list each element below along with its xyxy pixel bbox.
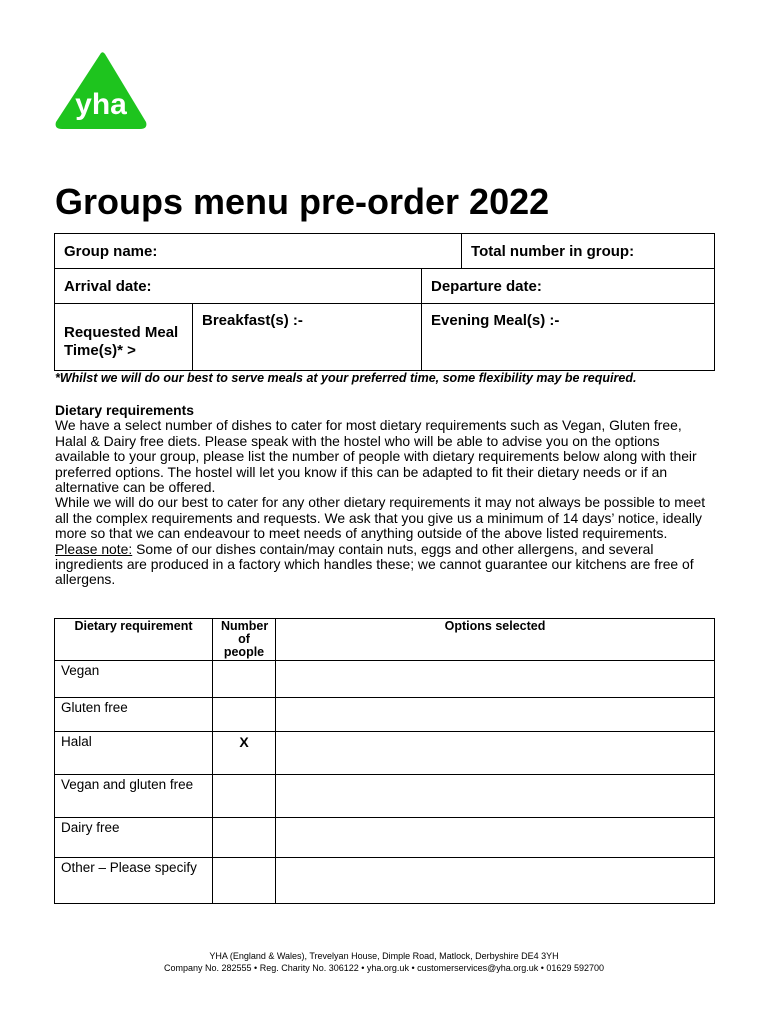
requirement-cell: Vegan and gluten free: [55, 775, 213, 818]
group-name-field[interactable]: Group name:: [55, 234, 462, 269]
dietary-para-1: We have a select number of dishes to cater for most dietary requirements such as Vegan, Gluten free, Halal & Dairy free diets. Please speak with the hostel who will be able to advise you on the options available to your group, please list the number of people with dietary requirements below along with their preferred options. The hostel will let you know if this can be adapted to fit their dietary needs or if an alternative can be offered.: [55, 417, 697, 496]
page-title: Groups menu pre-order 2022: [55, 181, 550, 222]
number-cell[interactable]: X: [213, 732, 276, 775]
table-row: [55, 732, 715, 775]
options-cell[interactable]: [276, 775, 715, 818]
meal-time-note: *Whilst we will do our best to serve meals at your preferred time, some flexibility may be required.: [55, 371, 637, 385]
number-cell[interactable]: [213, 661, 276, 698]
please-note: [55, 542, 715, 588]
dietary-table: [54, 618, 715, 904]
dietary-section: [55, 403, 715, 588]
requested-meal-time-label: Requested Meal Time(s)* >: [55, 304, 193, 371]
options-cell[interactable]: [276, 732, 715, 775]
number-cell[interactable]: [213, 818, 276, 858]
footer-company-info: Company No. 282555 • Reg. Charity No. 306122 • yha.org.uk • customerservices@yha.org.uk • 01629 592700: [164, 963, 604, 973]
table-row: [55, 818, 715, 858]
dietary-heading: Dietary requirements: [55, 402, 194, 418]
requirement-cell: Vegan: [55, 661, 213, 698]
number-cell[interactable]: [213, 775, 276, 818]
requirement-cell: Other – Please specify: [55, 858, 213, 904]
options-cell[interactable]: [276, 698, 715, 732]
group-info-table: [54, 233, 715, 371]
please-note-label: Please note:: [55, 540, 133, 557]
options-cell[interactable]: [276, 818, 715, 858]
footer-address: YHA (England & Wales), Trevelyan House, Dimple Road, Matlock, Derbyshire DE4 3YH: [209, 951, 559, 961]
total-number-field[interactable]: Total number in group:: [462, 234, 715, 269]
requirement-cell: Dairy free: [55, 818, 213, 858]
header-options-selected: Options selected: [276, 619, 715, 661]
arrival-date-field[interactable]: Arrival date:: [55, 269, 422, 304]
table-row: [55, 775, 715, 818]
table-row: [55, 661, 715, 698]
number-cell[interactable]: [213, 698, 276, 732]
breakfast-field[interactable]: Breakfast(s) :-: [193, 304, 422, 371]
departure-date-field[interactable]: Departure date:: [422, 269, 715, 304]
table-row: [55, 698, 715, 732]
evening-meal-field[interactable]: Evening Meal(s) :-: [422, 304, 715, 371]
footer: [0, 950, 768, 974]
table-row: [55, 858, 715, 904]
options-cell[interactable]: [276, 661, 715, 698]
number-cell[interactable]: [213, 858, 276, 904]
please-note-text: Some of our dishes contain/may contain nuts, eggs and other allergens, and several ingredients are produced in a factory which handles these; we cannot guarantee our kitchens are free of allergens.: [55, 540, 694, 588]
dietary-para-2: While we will do our best to cater for any other dietary requirements it may not always be possible to meet all the complex requirements and requests. We ask that you give us a minimum of 14 days’ notice, ideally more so that we can endeavour to meet needs of anything outside of the above listed requirements.: [55, 494, 706, 542]
logo-text: yha: [75, 88, 127, 121]
options-cell[interactable]: [276, 858, 715, 904]
yha-logo: [54, 50, 148, 132]
header-number-of-people: Number of people: [213, 619, 276, 661]
requirement-cell: Gluten free: [55, 698, 213, 732]
requirement-cell: Halal: [55, 732, 213, 775]
header-dietary-requirement: Dietary requirement: [55, 619, 213, 661]
